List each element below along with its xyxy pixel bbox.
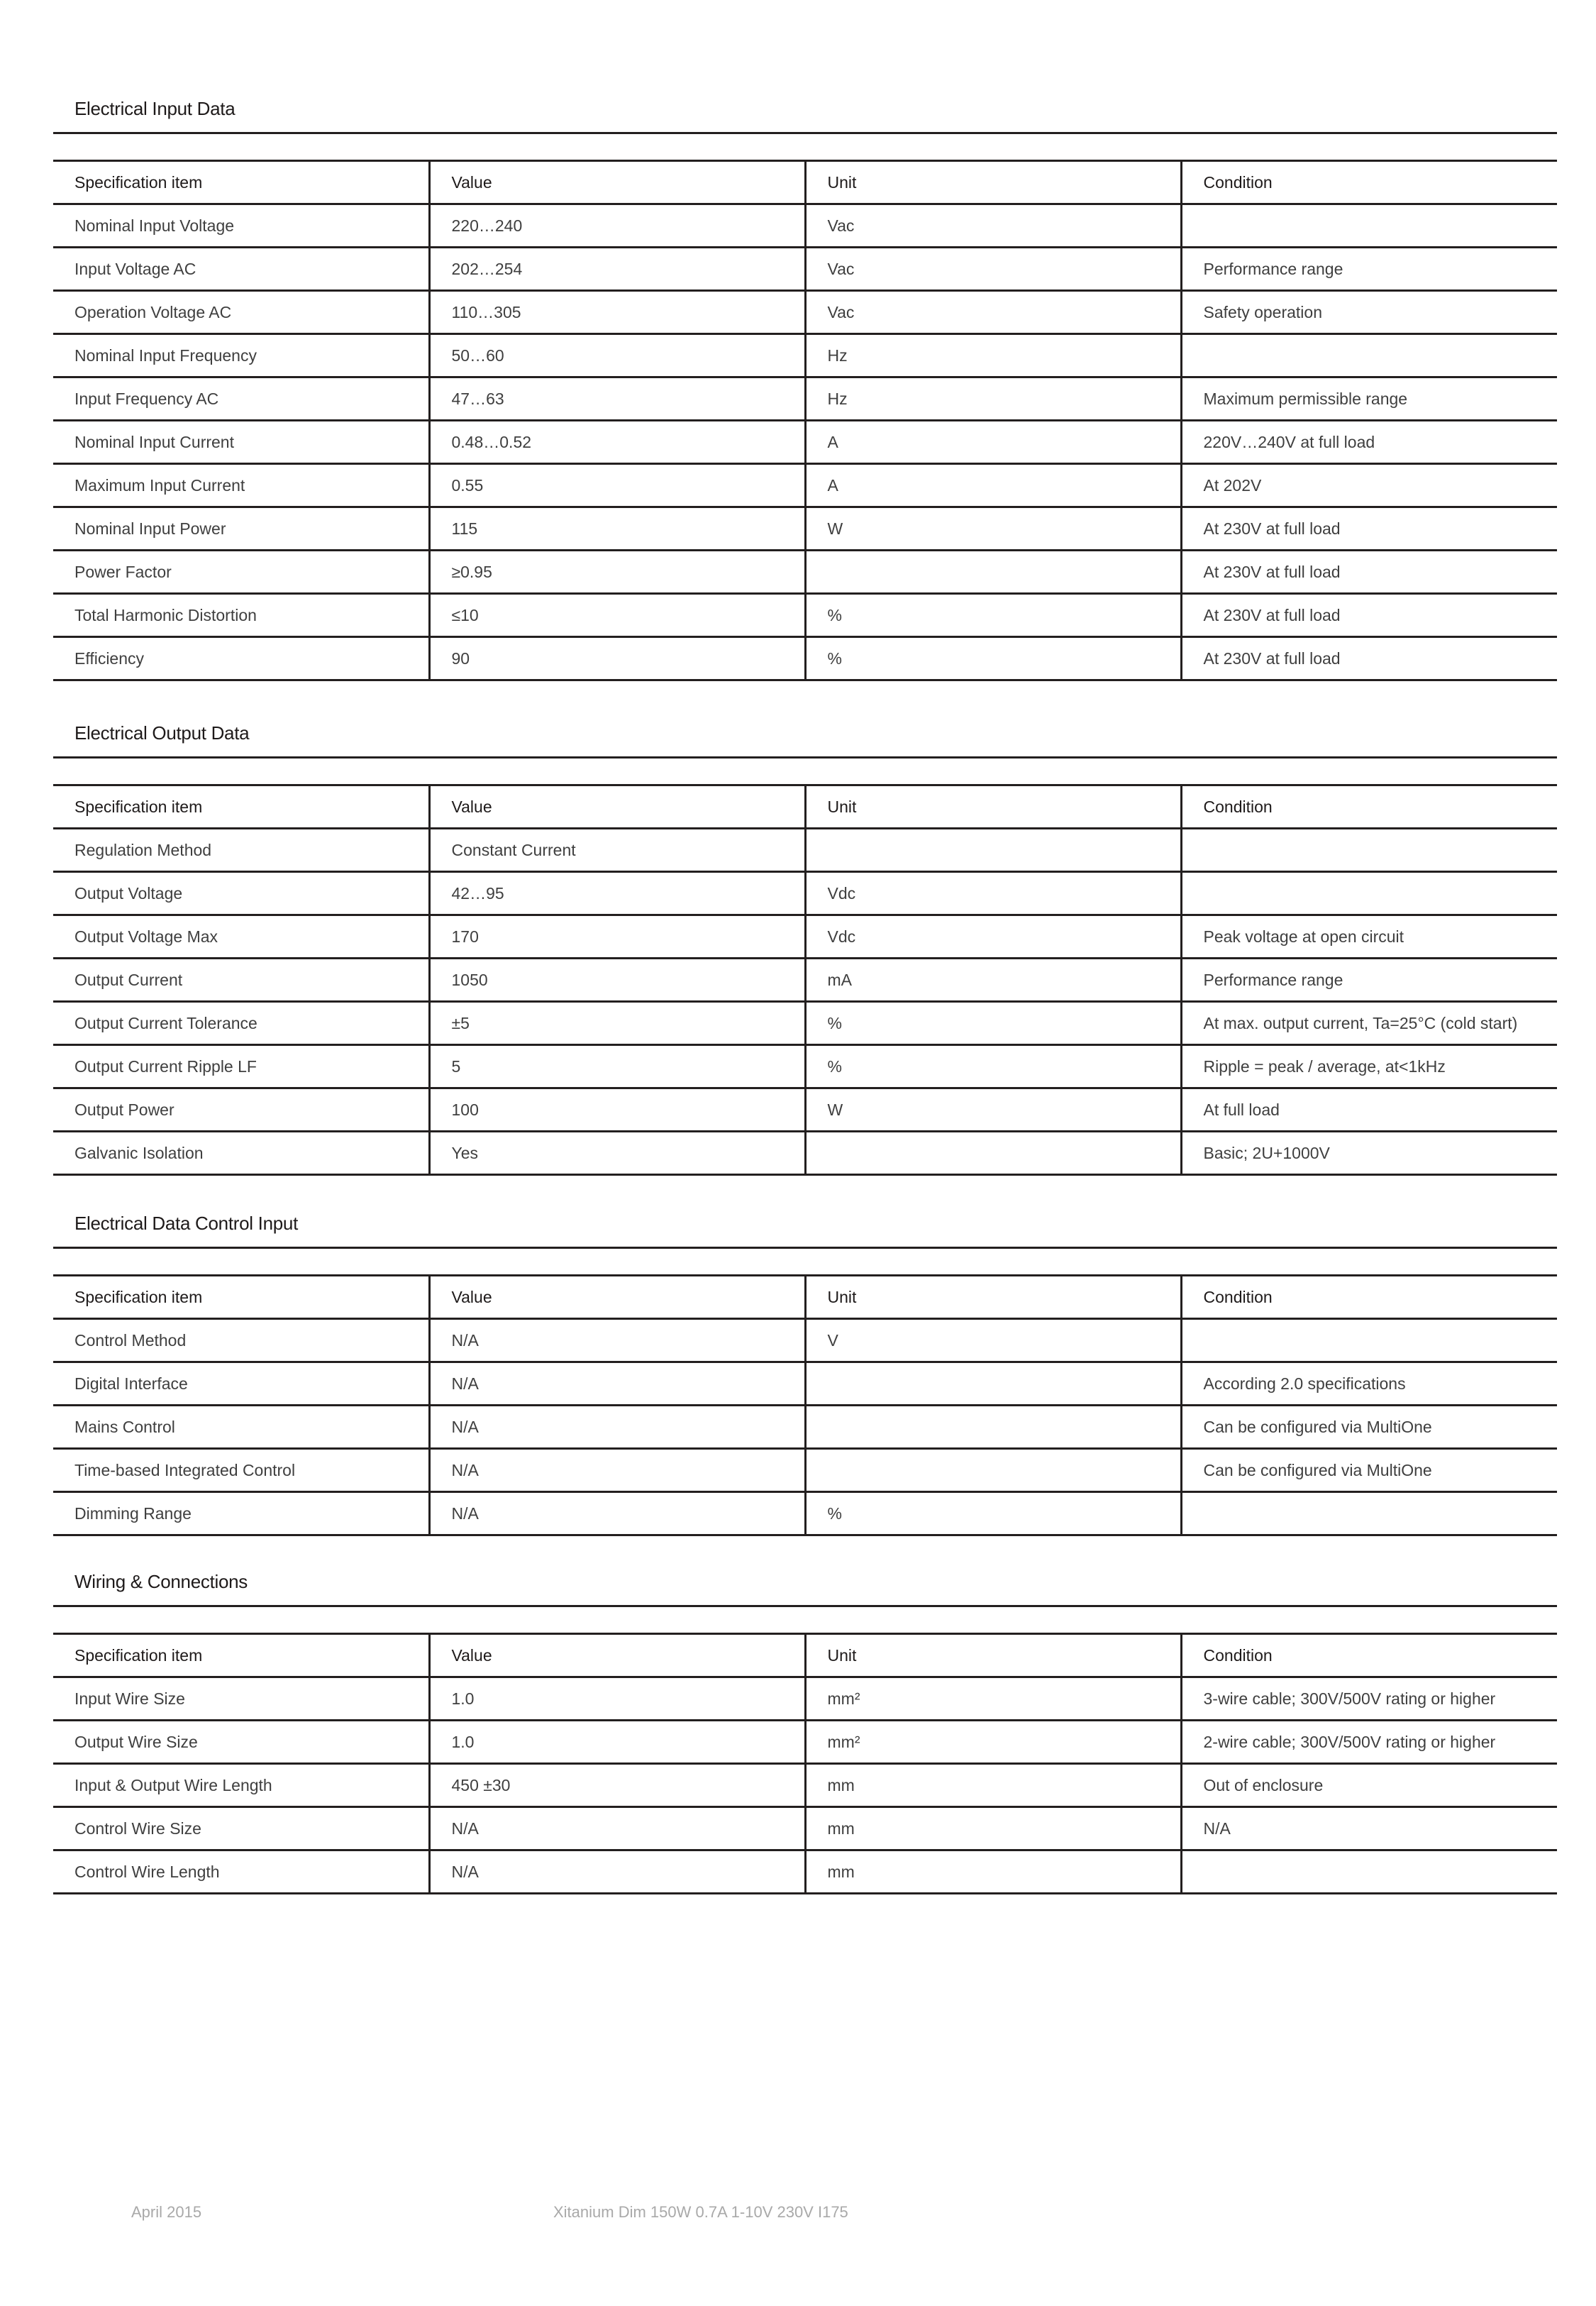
cell-condition: N/A [1181, 1807, 1557, 1850]
cell-value: 1.0 [429, 1721, 805, 1764]
cell-spec-item: Galvanic Isolation [53, 1132, 429, 1175]
cell-value: N/A [429, 1807, 805, 1850]
cell-condition: Performance range [1181, 248, 1557, 291]
cell-unit: mm [805, 1764, 1181, 1807]
cell-unit: Hz [805, 334, 1181, 377]
section-title: Electrical Output Data [74, 722, 250, 744]
cell-spec-item: Output Current [53, 959, 429, 1002]
cell-unit: mm² [805, 1677, 1181, 1721]
table-row [53, 248, 1557, 291]
cell-condition: 3-wire cable; 300V/500V rating or higher [1181, 1677, 1557, 1721]
cell-spec-item: Mains Control [53, 1406, 429, 1449]
cell-value: 42…95 [429, 872, 805, 915]
cell-unit: Vac [805, 291, 1181, 334]
table-row [53, 204, 1557, 248]
cell-unit: mm² [805, 1721, 1181, 1764]
table-row [53, 421, 1557, 464]
table-row [53, 1807, 1557, 1850]
cell-unit [805, 1362, 1181, 1406]
cell-unit: A [805, 421, 1181, 464]
cell-value: 110…305 [429, 291, 805, 334]
cell-spec-item: Input Frequency AC [53, 377, 429, 421]
footer-date: April 2015 [131, 2203, 202, 2221]
header-value: Value [429, 1276, 805, 1319]
cell-value: ≥0.95 [429, 551, 805, 594]
cell-condition: Peak voltage at open circuit [1181, 915, 1557, 959]
cell-spec-item: Control Wire Size [53, 1807, 429, 1850]
cell-condition: Can be configured via MultiOne [1181, 1406, 1557, 1449]
cell-value: 100 [429, 1088, 805, 1132]
header-spec-item: Specification item [53, 161, 429, 204]
cell-value: 1.0 [429, 1677, 805, 1721]
cell-value: 47…63 [429, 377, 805, 421]
cell-condition: According 2.0 specifications [1181, 1362, 1557, 1406]
section-rule [53, 132, 1557, 134]
cell-condition [1181, 1492, 1557, 1535]
cell-condition: At 230V at full load [1181, 637, 1557, 680]
spec-table [53, 1633, 1557, 1894]
cell-condition: At 202V [1181, 464, 1557, 507]
cell-condition: At 230V at full load [1181, 551, 1557, 594]
table-body [53, 829, 1557, 1175]
cell-spec-item: Digital Interface [53, 1362, 429, 1406]
cell-condition [1181, 204, 1557, 248]
table-row [53, 1002, 1557, 1045]
cell-condition: At max. output current, Ta=25°C (cold start) [1181, 1002, 1557, 1045]
cell-unit: Vdc [805, 915, 1181, 959]
cell-condition: At 230V at full load [1181, 594, 1557, 637]
cell-unit: % [805, 1045, 1181, 1088]
cell-value: 0.48…0.52 [429, 421, 805, 464]
header-condition: Condition [1181, 161, 1557, 204]
table-row [53, 551, 1557, 594]
cell-value: Constant Current [429, 829, 805, 872]
table-row [53, 1362, 1557, 1406]
cell-unit [805, 1406, 1181, 1449]
table-row [53, 1764, 1557, 1807]
cell-value: 115 [429, 507, 805, 551]
table-row [53, 1677, 1557, 1721]
cell-value: 50…60 [429, 334, 805, 377]
header-value: Value [429, 785, 805, 829]
table-header-row [53, 161, 1557, 204]
cell-unit: Vac [805, 204, 1181, 248]
table-row [53, 507, 1557, 551]
cell-unit: V [805, 1319, 1181, 1362]
cell-spec-item: Output Power [53, 1088, 429, 1132]
cell-spec-item: Control Wire Length [53, 1850, 429, 1894]
header-value: Value [429, 161, 805, 204]
cell-value: ±5 [429, 1002, 805, 1045]
table-row [53, 1449, 1557, 1492]
cell-value: ≤10 [429, 594, 805, 637]
cell-spec-item: Nominal Input Frequency [53, 334, 429, 377]
cell-unit [805, 1132, 1181, 1175]
section-rule [53, 756, 1557, 758]
cell-unit: mm [805, 1807, 1181, 1850]
cell-condition: Ripple = peak / average, at<1kHz [1181, 1045, 1557, 1088]
section-title: Electrical Input Data [74, 98, 235, 119]
cell-value: N/A [429, 1406, 805, 1449]
cell-unit: Vdc [805, 872, 1181, 915]
cell-value: N/A [429, 1492, 805, 1535]
table-row [53, 959, 1557, 1002]
cell-spec-item: Output Voltage Max [53, 915, 429, 959]
table-row [53, 377, 1557, 421]
table-body [53, 204, 1557, 680]
cell-value: 1050 [429, 959, 805, 1002]
header-condition: Condition [1181, 785, 1557, 829]
cell-spec-item: Output Voltage [53, 872, 429, 915]
table-header-row [53, 1276, 1557, 1319]
header-spec-item: Specification item [53, 1634, 429, 1677]
cell-value: 202…254 [429, 248, 805, 291]
cell-value: N/A [429, 1319, 805, 1362]
cell-spec-item: Output Current Tolerance [53, 1002, 429, 1045]
table-row [53, 334, 1557, 377]
table-row [53, 829, 1557, 872]
cell-spec-item: Maximum Input Current [53, 464, 429, 507]
cell-spec-item: Regulation Method [53, 829, 429, 872]
footer-product: Xitanium Dim 150W 0.7A 1-10V 230V I175 [553, 2203, 848, 2221]
table-row [53, 872, 1557, 915]
table-row [53, 1721, 1557, 1764]
table-row [53, 915, 1557, 959]
cell-condition [1181, 334, 1557, 377]
table-row [53, 464, 1557, 507]
header-unit: Unit [805, 1276, 1181, 1319]
header-condition: Condition [1181, 1634, 1557, 1677]
cell-condition: Safety operation [1181, 291, 1557, 334]
cell-value: 450 ±30 [429, 1764, 805, 1807]
header-unit: Unit [805, 161, 1181, 204]
cell-value: Yes [429, 1132, 805, 1175]
cell-spec-item: Control Method [53, 1319, 429, 1362]
cell-condition: 220V…240V at full load [1181, 421, 1557, 464]
section-title: Wiring & Connections [74, 1571, 248, 1592]
table-body [53, 1677, 1557, 1894]
cell-condition: Out of enclosure [1181, 1764, 1557, 1807]
cell-condition: At 230V at full load [1181, 507, 1557, 551]
cell-spec-item: Dimming Range [53, 1492, 429, 1535]
cell-spec-item: Time-based Integrated Control [53, 1449, 429, 1492]
cell-unit: W [805, 1088, 1181, 1132]
section-rule [53, 1247, 1557, 1249]
cell-value: 0.55 [429, 464, 805, 507]
cell-spec-item: Total Harmonic Distortion [53, 594, 429, 637]
spec-table [53, 1274, 1557, 1536]
cell-condition: Performance range [1181, 959, 1557, 1002]
cell-unit: W [805, 507, 1181, 551]
cell-spec-item: Input Voltage AC [53, 248, 429, 291]
cell-unit: mm [805, 1850, 1181, 1894]
table-row [53, 1492, 1557, 1535]
table-row [53, 1850, 1557, 1894]
table-row [53, 1319, 1557, 1362]
cell-condition: 2-wire cable; 300V/500V rating or higher [1181, 1721, 1557, 1764]
cell-spec-item: Output Wire Size [53, 1721, 429, 1764]
header-unit: Unit [805, 1634, 1181, 1677]
cell-condition [1181, 872, 1557, 915]
cell-spec-item: Output Current Ripple LF [53, 1045, 429, 1088]
cell-spec-item: Input Wire Size [53, 1677, 429, 1721]
cell-condition [1181, 1850, 1557, 1894]
cell-condition: At full load [1181, 1088, 1557, 1132]
section-rule [53, 1605, 1557, 1607]
cell-unit [805, 829, 1181, 872]
cell-unit: Vac [805, 248, 1181, 291]
section-title: Electrical Data Control Input [74, 1213, 299, 1234]
spec-table [53, 160, 1557, 681]
cell-unit: A [805, 464, 1181, 507]
table-row [53, 291, 1557, 334]
cell-unit: % [805, 594, 1181, 637]
cell-unit [805, 1449, 1181, 1492]
cell-value: 170 [429, 915, 805, 959]
spec-table [53, 784, 1557, 1176]
cell-spec-item: Nominal Input Voltage [53, 204, 429, 248]
cell-spec-item: Nominal Input Power [53, 507, 429, 551]
cell-value: 5 [429, 1045, 805, 1088]
table-row [53, 594, 1557, 637]
cell-unit [805, 551, 1181, 594]
cell-unit: Hz [805, 377, 1181, 421]
table-row [53, 1406, 1557, 1449]
cell-spec-item: Nominal Input Current [53, 421, 429, 464]
table-row [53, 1132, 1557, 1175]
cell-value: N/A [429, 1362, 805, 1406]
table-row [53, 1088, 1557, 1132]
header-condition: Condition [1181, 1276, 1557, 1319]
cell-unit: % [805, 1492, 1181, 1535]
table-header-row [53, 785, 1557, 829]
table-body [53, 1319, 1557, 1535]
cell-value: N/A [429, 1850, 805, 1894]
cell-spec-item: Operation Voltage AC [53, 291, 429, 334]
cell-spec-item: Efficiency [53, 637, 429, 680]
cell-condition: Can be configured via MultiOne [1181, 1449, 1557, 1492]
cell-value: 220…240 [429, 204, 805, 248]
cell-condition [1181, 829, 1557, 872]
cell-value: N/A [429, 1449, 805, 1492]
cell-unit: % [805, 1002, 1181, 1045]
header-value: Value [429, 1634, 805, 1677]
table-header-row [53, 1634, 1557, 1677]
header-unit: Unit [805, 785, 1181, 829]
cell-unit: mA [805, 959, 1181, 1002]
cell-value: 90 [429, 637, 805, 680]
cell-condition: Maximum permissible range [1181, 377, 1557, 421]
cell-spec-item: Power Factor [53, 551, 429, 594]
header-spec-item: Specification item [53, 785, 429, 829]
cell-spec-item: Input & Output Wire Length [53, 1764, 429, 1807]
cell-unit: % [805, 637, 1181, 680]
header-spec-item: Specification item [53, 1276, 429, 1319]
cell-condition: Basic; 2U+1000V [1181, 1132, 1557, 1175]
cell-condition [1181, 1319, 1557, 1362]
table-row [53, 1045, 1557, 1088]
table-row [53, 637, 1557, 680]
